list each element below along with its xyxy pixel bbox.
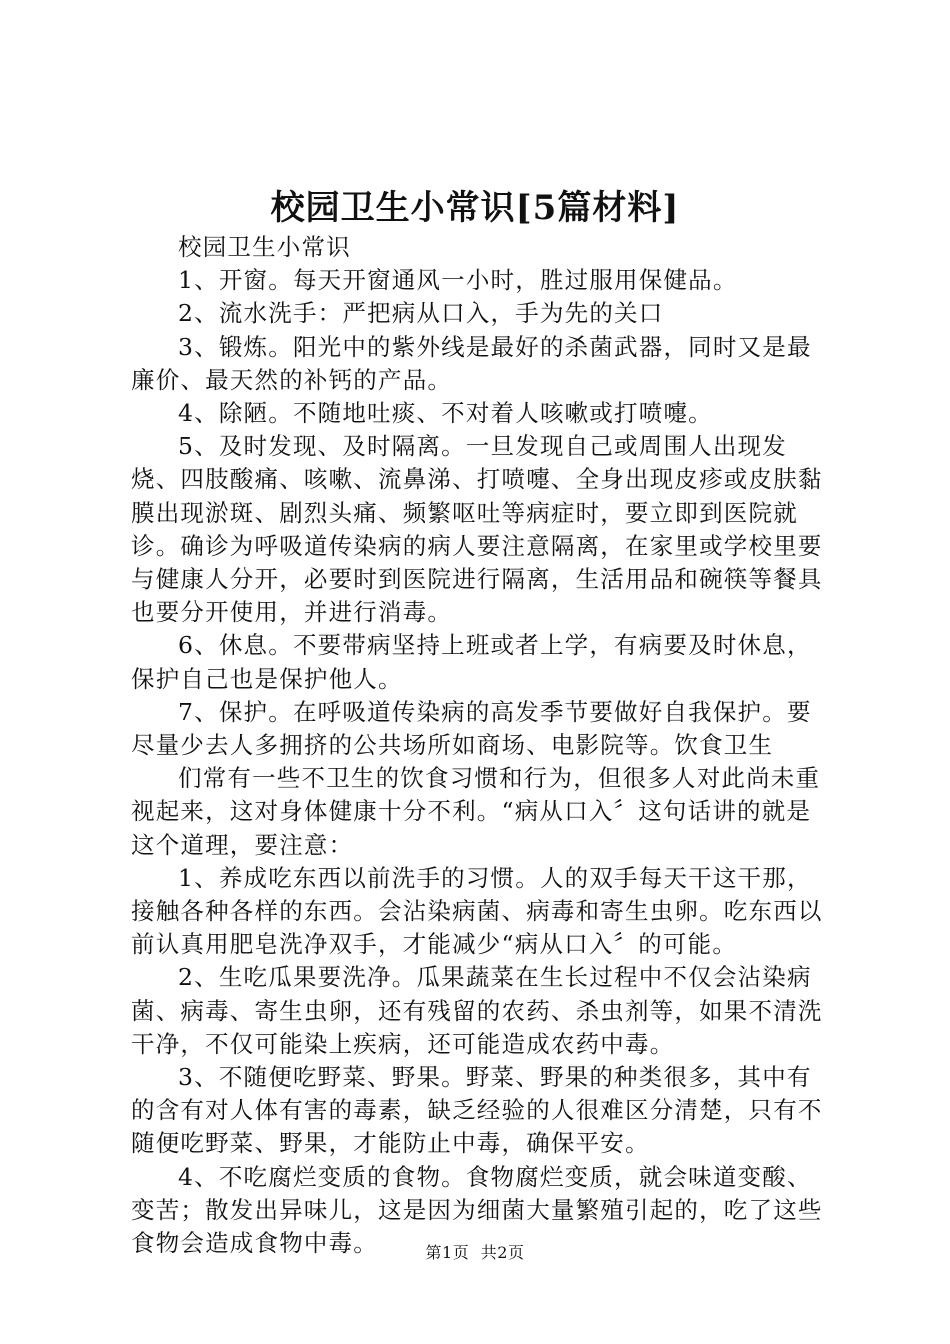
paragraph: 1、开窗。每天开窗通风一小时，胜过服用保健品。	[178, 266, 738, 295]
paragraph: 们常有一些不卫生的饮食习惯和行为，但很多人对此尚未重视起来，这对身体健康十分不利。“病从口入〞这句话讲的就是这个道理，要注意：	[131, 764, 821, 859]
page-footer	[0, 1242, 950, 1264]
paragraph: 5、及时发现、及时隔离。一旦发现自己或周围人出现发烧、四肢酸痛、咳嗽、流鼻涕、打喷嚏、全身出现皮疹或皮肤黏膜出现淤斑、剧烈头痛、频繁呕吐等病症时，要立即到医院就诊。确诊为呼吸道传染病的病人要注意隔离，在家里或学校里要与健康人分开，必要时到医院进行隔离，生活用品和碗筷等餐具也要分开使用，并进行消毒。	[131, 432, 823, 627]
paragraph: 6、休息。不要带病坚持上班或者上学，有病要及时休息，保护自己也是保护他人。	[131, 631, 812, 693]
paragraph: 4、不吃腐烂变质的食物。食物腐烂变质，就会味道变酸、变苦；散发出异味儿，这是因为细菌大量繁殖引起的，吃了这些食物会造成食物中毒。	[131, 1162, 823, 1258]
paragraph: 2、生吃瓜果要洗净。瓜果蔬菜在生长过程中不仅会沾染病菌、病毒、寄生虫卵，还有残留的农药、杀虫剂等，如果不清洗干净，不仅可能染上疾病，还可能造成农药中毒。	[131, 963, 823, 1058]
page-total: 共2页	[480, 1243, 525, 1262]
paragraph: 2、流水洗手：严把病从口入，手为先的关口	[178, 299, 664, 328]
page-title: 校园卫生小常识[5篇材料]	[270, 188, 680, 228]
page-number: 第1页	[425, 1243, 470, 1262]
paragraph: 1、养成吃东西以前洗手的习惯。人的双手每天干这干那，接触各种各样的东西。会沾染病菌、病毒和寄生虫卵。吃东西以前认真用肥皂洗净双手，才能减少“病从口入〞的可能。	[131, 863, 823, 959]
paragraph: 4、除陋。不随地吐痰、不对着人咳嗽或打喷嚏。	[178, 399, 713, 428]
paragraph: 校园卫生小常识	[178, 233, 351, 261]
paragraph: 3、不随便吃野菜、野果。野菜、野果的种类很多，其中有的含有对人体有害的毒素，缺乏经验的人很难区分清楚，只有不随便吃野菜、野果，才能防止中毒，确保平安。	[131, 1063, 823, 1158]
paragraph: 3、锻炼。阳光中的紫外线是最好的杀菌武器，同时又是最廉价、最天然的补钙的产品。	[131, 332, 812, 394]
paragraph: 7、保护。在呼吸道传染病的高发季节要做好自我保护。要尽量少去人多拥挤的公共场所如商场、电影院等。饮食卫生	[131, 697, 812, 760]
document-body	[131, 231, 831, 1260]
